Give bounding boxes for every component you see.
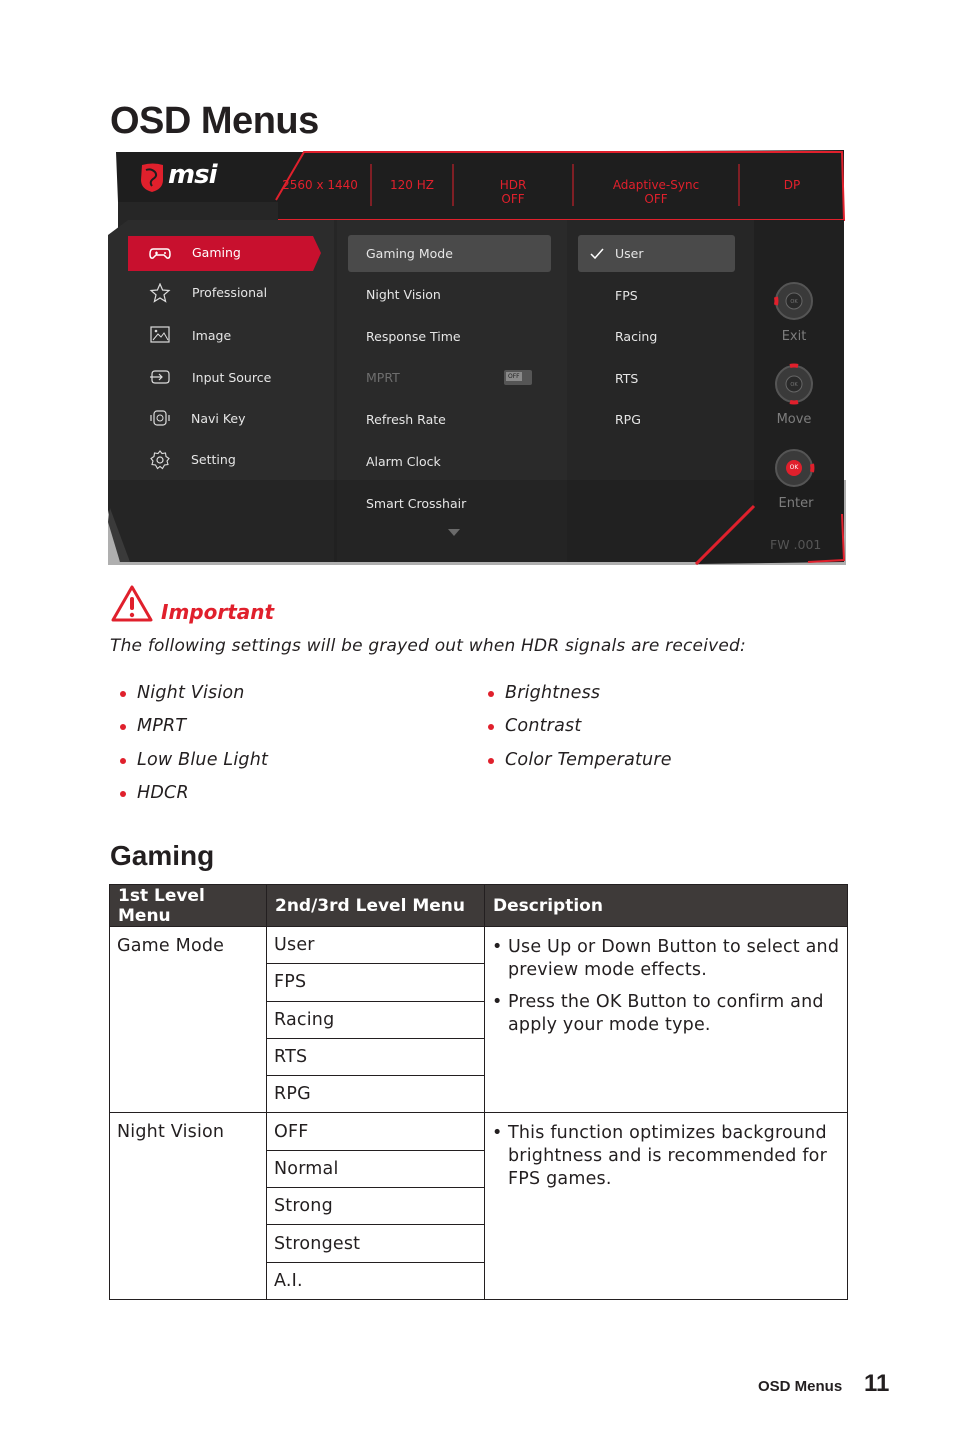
menu3-rts[interactable]: RTS bbox=[615, 371, 639, 386]
menu1-navi-key[interactable]: Navi Key bbox=[191, 411, 246, 426]
menu3-user[interactable]: User bbox=[615, 246, 644, 261]
list-item: Brightness bbox=[478, 683, 672, 716]
menu2-refresh-rate[interactable]: Refresh Rate bbox=[366, 412, 446, 427]
important-list-right bbox=[478, 683, 672, 783]
description-cell bbox=[485, 1113, 848, 1299]
second-level-cell: Strong bbox=[267, 1188, 485, 1225]
section-title: Gaming bbox=[110, 840, 215, 871]
enter-ok-label: OK bbox=[789, 464, 799, 471]
warning-icon bbox=[110, 584, 154, 624]
important-text: The following settings will be grayed out when HDR signals are received: bbox=[110, 636, 746, 656]
gaming-table bbox=[109, 884, 848, 1300]
list-item: Night Vision bbox=[110, 683, 268, 716]
description-item: • Press the OK Button to confirm and apply your mode type. bbox=[492, 992, 824, 1035]
menu1-input-source[interactable]: Input Source bbox=[192, 370, 272, 385]
menu2-response-time[interactable]: Response Time bbox=[366, 329, 461, 344]
second-level-cell: OFF bbox=[267, 1113, 485, 1150]
header-description: Description bbox=[485, 885, 848, 927]
description-item: • This function optimizes background brightness and is recommended for FPS games. bbox=[492, 1123, 827, 1190]
menu3-racing[interactable]: Racing bbox=[615, 329, 658, 344]
list-item: HDCR bbox=[110, 783, 268, 816]
menu3-fps[interactable]: FPS bbox=[615, 288, 638, 303]
footer-label: OSD Menus bbox=[758, 1378, 843, 1395]
scroll-down-arrow-icon[interactable] bbox=[448, 528, 460, 537]
menu1-image[interactable]: Image bbox=[192, 328, 232, 343]
second-level-cell: User bbox=[267, 927, 485, 964]
menu3-rpg[interactable]: RPG bbox=[615, 412, 641, 427]
status-hdr: HDR OFF bbox=[499, 178, 527, 206]
gear-icon bbox=[149, 450, 171, 470]
menu2-smart-crosshair[interactable]: Smart Crosshair bbox=[366, 496, 467, 511]
input-icon bbox=[149, 367, 171, 387]
second-level-cell: Racing bbox=[267, 1001, 485, 1038]
menu1-professional[interactable]: Professional bbox=[192, 285, 268, 300]
svg-text:OK: OK bbox=[790, 299, 798, 305]
page-number: 11 bbox=[864, 1370, 890, 1397]
check-icon bbox=[590, 248, 604, 260]
list-item: Low Blue Light bbox=[110, 750, 268, 783]
menu2-alarm-clock[interactable]: Alarm Clock bbox=[366, 454, 441, 469]
second-level-cell: RPG bbox=[267, 1076, 485, 1113]
header-second-level: 2nd/3rd Level Menu bbox=[267, 885, 485, 927]
nav-exit-label: Exit bbox=[781, 329, 807, 344]
exit-key-icon bbox=[772, 279, 816, 323]
description-cell bbox=[485, 927, 848, 1113]
first-level-cell: Game Mode bbox=[110, 927, 267, 1113]
table-row bbox=[110, 927, 848, 964]
first-level-cell: Night Vision bbox=[110, 1113, 267, 1299]
msi-logo-text: msi bbox=[168, 160, 217, 190]
header-first-level: 1st Level Menu bbox=[110, 885, 267, 927]
status-adaptive-sync: Adaptive-Sync OFF bbox=[612, 178, 700, 206]
status-input: DP bbox=[783, 178, 801, 192]
description-item: • Use Up or Down Button to select and preview mode effects. bbox=[492, 937, 840, 980]
second-level-cell: FPS bbox=[267, 964, 485, 1001]
list-item: Color Temperature bbox=[478, 750, 672, 783]
move-key-icon bbox=[772, 362, 816, 406]
second-level-cell: RTS bbox=[267, 1038, 485, 1075]
firmware-version: FW .001 bbox=[770, 537, 822, 552]
image-icon bbox=[149, 325, 171, 345]
table-row bbox=[110, 1113, 848, 1150]
page-title: OSD Menus bbox=[110, 100, 319, 142]
nav-enter-label: Enter bbox=[778, 496, 814, 511]
status-refresh: 120 HZ bbox=[390, 178, 434, 192]
table-header-row bbox=[110, 885, 848, 927]
second-level-cell: A.I. bbox=[267, 1262, 485, 1299]
svg-text:OK: OK bbox=[790, 382, 798, 388]
menu2-night-vision[interactable]: Night Vision bbox=[366, 287, 441, 302]
menu1-setting[interactable]: Setting bbox=[191, 452, 236, 467]
osd-frame bbox=[108, 150, 846, 565]
second-level-cell: Strongest bbox=[267, 1225, 485, 1262]
osd-screenshot bbox=[108, 150, 846, 565]
menu2-gaming-mode[interactable]: Gaming Mode bbox=[366, 246, 453, 261]
navi-key-icon bbox=[149, 408, 171, 428]
star-icon bbox=[149, 283, 171, 303]
menu1-gaming[interactable]: Gaming bbox=[192, 245, 241, 260]
menu2-mprt: MPRT bbox=[366, 370, 400, 385]
gamepad-icon bbox=[149, 243, 171, 263]
nav-move-label: Move bbox=[776, 412, 812, 427]
list-item: Contrast bbox=[478, 716, 672, 749]
important-title: Important bbox=[161, 600, 275, 624]
mprt-toggle: OFF bbox=[504, 370, 532, 385]
important-list-left bbox=[110, 683, 268, 816]
status-resolution: 2560 x 1440 bbox=[282, 178, 358, 192]
second-level-cell: Normal bbox=[267, 1150, 485, 1187]
list-item: MPRT bbox=[110, 716, 268, 749]
